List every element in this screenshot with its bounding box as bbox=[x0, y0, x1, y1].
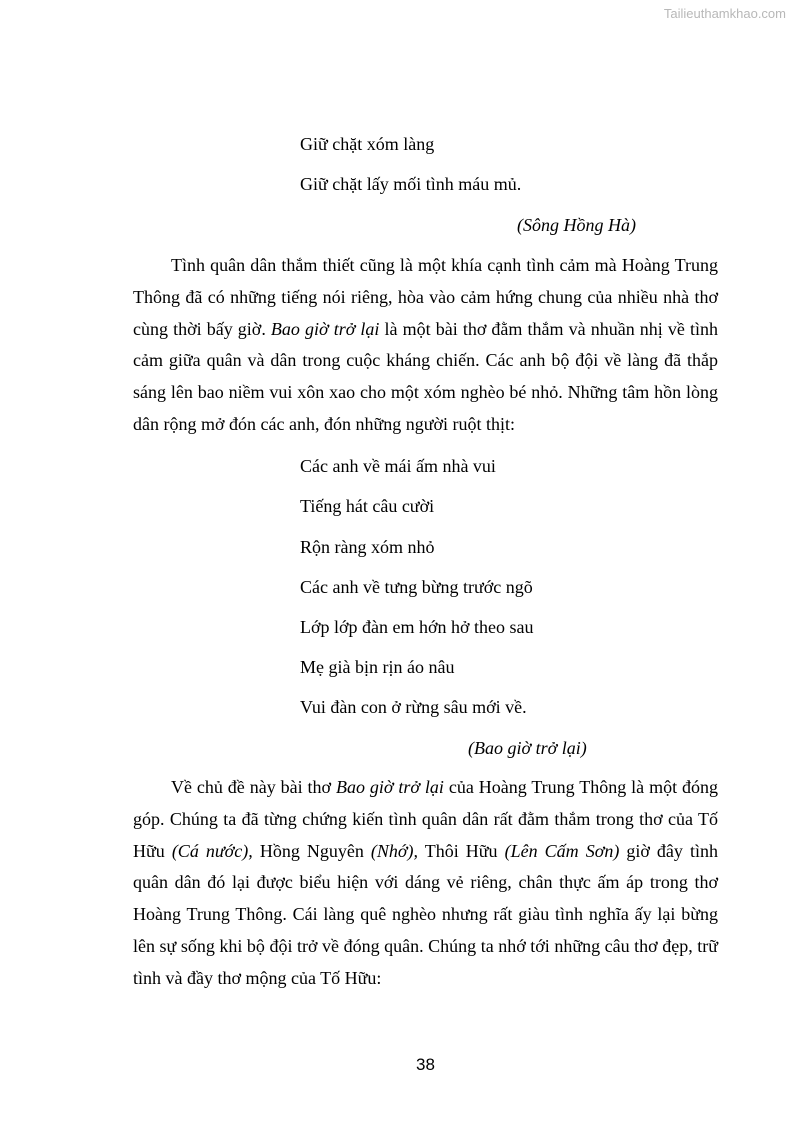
verse-line: Rộn ràng xóm nhỏ bbox=[300, 537, 435, 557]
verse-line: Lớp lớp đàn em hớn hở theo sau bbox=[300, 617, 534, 637]
verse-line: Vui đàn con ở rừng sâu mới về. bbox=[300, 697, 527, 717]
body-paragraph bbox=[133, 772, 718, 995]
paragraph-text: của Hoàng Trung Thông là một đóng góp. Chúng ta đã từng chứng kiến tình quân dân rất đằm thắm trong thơ của Tố Hữu bbox=[133, 777, 719, 861]
verse-line: Giữ chặt lấy mối tình máu mủ. bbox=[300, 174, 522, 194]
body-paragraph bbox=[133, 250, 718, 441]
watermark: Tailieuthamkhao.com bbox=[663, 6, 786, 21]
paragraph-text: Về chủ đề này bài thơ bbox=[171, 777, 336, 797]
poem-title: (Lên Cấm Sơn) bbox=[504, 840, 620, 861]
verse-source: (Sông Hồng Hà) bbox=[517, 215, 636, 235]
verse-line: Các anh về mái ấm nhà vui bbox=[300, 456, 496, 476]
page-number: 38 bbox=[416, 1055, 435, 1074]
paragraph-text: giờ đây tình quân dân đó lại được biểu hiện với dáng vẻ riêng, chân thực ấm áp trong thơ Hoàng Trung Thông. Cái làng quê nghèo nhưng rất giàu tình nghĩa ấy lại bừng lên sự sống khi bộ đội trở về đóng quân. Chúng ta nhớ tới những câu thơ đẹp, trữ tình và đầy thơ mộng của Tố Hữu: bbox=[133, 840, 718, 988]
paragraph-text: Hồng Nguyên bbox=[252, 840, 371, 861]
verse-source: (Bao giờ trở lại) bbox=[468, 738, 587, 758]
poem-title: (Cá nước), bbox=[171, 840, 253, 861]
paragraph-text: Tình quân dân thắm thiết cũng là một khía cạnh tình cảm mà Hoàng Trung Thông đã có những tiếng nói riêng, hòa vào cảm hứng chung của nhiều nhà thơ cùng thời bấy giờ. bbox=[133, 255, 718, 339]
poem-title: Bao giờ trở lại bbox=[335, 777, 444, 797]
verse-line: Mẹ già bịn rịn áo nâu bbox=[300, 657, 455, 677]
verse-line: Giữ chặt xóm làng bbox=[300, 134, 435, 154]
poem-title: (Nhớ), bbox=[370, 840, 419, 861]
verse-line: Các anh về tưng bừng trước ngõ bbox=[300, 577, 533, 597]
poem-title: Bao giờ trở lại bbox=[270, 318, 380, 339]
paragraph-text: Thôi Hữu bbox=[418, 840, 505, 861]
verse-line: Tiếng hát câu cười bbox=[300, 496, 435, 516]
paragraph-text: là một bài thơ đằm thắm và nhuần nhị về tình cảm giữa quân và dân trong cuộc kháng chiến. Các anh bộ đội về làng đã thắp sáng lên bao niềm vui xôn xao cho một xóm nghèo bé nhỏ. Những tâm hồn lòng dân rộng mở đón các anh, đón những người ruột thịt: bbox=[133, 318, 718, 434]
